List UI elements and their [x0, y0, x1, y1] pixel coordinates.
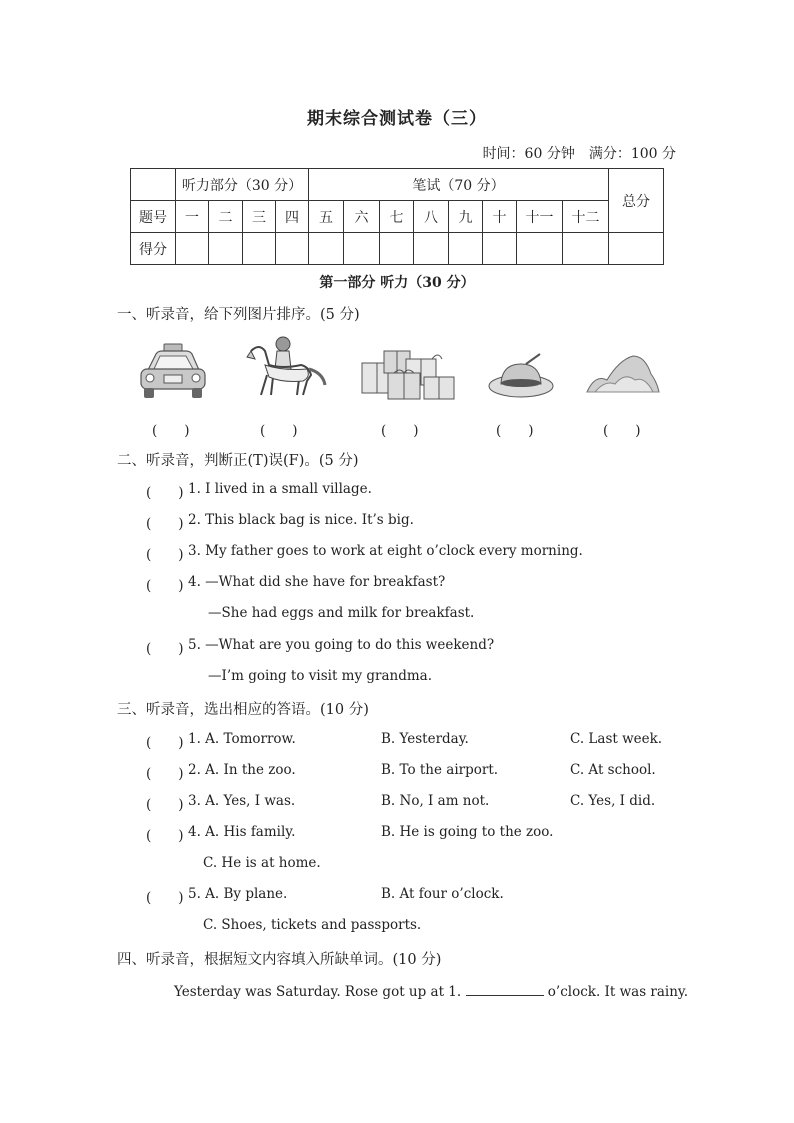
total-score-cell: [609, 233, 664, 265]
score-cell: [414, 233, 449, 265]
s2-q4-bracket[interactable]: ( ): [146, 578, 184, 594]
s3-q5-option-c: C. Shoes, tickets and passports.: [203, 917, 422, 933]
mountain-picture: [585, 352, 661, 398]
section2-heading: 二、听录音，判断正(T)误(F)。(5 分): [117, 453, 359, 469]
score-cell: [209, 233, 243, 265]
score-cell: [243, 233, 276, 265]
s3-q5-bracket[interactable]: ( ): [146, 890, 184, 906]
s2-q2-bracket[interactable]: ( ): [146, 516, 184, 532]
question-number-cell: 七: [380, 201, 414, 233]
s3-q4-option-c: C. He is at home.: [203, 855, 321, 871]
question-number-cell: 二: [209, 201, 243, 233]
question-number-cell: 十二: [563, 201, 609, 233]
picture4-answer-bracket[interactable]: ( ): [496, 423, 534, 439]
score-cell: [517, 233, 563, 265]
s2-q5-bracket[interactable]: ( ): [146, 641, 184, 657]
s2-q2-text: 2. This black bag is nice. It’s big.: [188, 512, 414, 528]
question-number-cell: 九: [449, 201, 483, 233]
s3-q3-option-c: C. Yes, I did.: [570, 793, 656, 809]
taxi-picture: [138, 342, 208, 402]
s2-q5-text: 5. —What are you going to do this weekend?: [188, 637, 495, 653]
s2-q4-answer-text: —She had eggs and milk for breakfast.: [208, 605, 475, 621]
score-table-corner: [131, 169, 176, 201]
s3-q2-bracket[interactable]: ( ): [146, 766, 184, 782]
s3-q4-option-b: B. He is going to the zoo.: [381, 824, 554, 840]
score-cell: [449, 233, 483, 265]
s3-q1-option-b: B. Yesterday.: [381, 731, 469, 747]
score-cell: [276, 233, 309, 265]
score-cell: [380, 233, 414, 265]
picture3-answer-bracket[interactable]: ( ): [381, 423, 419, 439]
s3-q3-bracket[interactable]: ( ): [146, 797, 184, 813]
question-number-cell: 十一: [517, 201, 563, 233]
listening-part-header: 听力部分（30 分）: [176, 169, 309, 201]
question-number-label: 题号: [131, 201, 176, 233]
s2-q5-answer-text: —I’m going to visit my grandma.: [208, 668, 433, 684]
section4-heading: 四、听录音，根据短文内容填入所缺单词。(10 分): [117, 952, 442, 968]
time-and-score-info: 时间：60 分钟 满分：100 分: [482, 146, 676, 162]
s3-q3-option-b: B. No, I am not.: [381, 793, 490, 809]
question-number-cell: 五: [309, 201, 344, 233]
picture5-answer-bracket[interactable]: ( ): [603, 423, 641, 439]
picture1-answer-bracket[interactable]: ( ): [152, 423, 190, 439]
s2-q4-text: 4. —What did she have for breakfast?: [188, 574, 446, 590]
s3-q2-option-b: B. To the airport.: [381, 762, 499, 778]
s3-q1-option-c: C. Last week.: [570, 731, 663, 747]
score-cell: [563, 233, 609, 265]
s4-text-after: o’clock. It was rainy.: [547, 984, 689, 1000]
girl-on-horse-picture: [243, 335, 327, 399]
s2-q1-bracket[interactable]: ( ): [146, 485, 184, 501]
page-title: 期末综合测试卷（三）: [307, 109, 487, 129]
s4-blank-1[interactable]: [466, 981, 544, 996]
question-number-cell: 十: [483, 201, 517, 233]
question-number-cell: 一: [176, 201, 209, 233]
section3-heading: 三、听录音，选出相应的答语。(10 分): [117, 702, 369, 718]
s3-q5-option-a: 5. A. By plane.: [188, 886, 288, 902]
question-number-cell: 四: [276, 201, 309, 233]
s3-q2-option-c: C. At school.: [570, 762, 656, 778]
s2-q3-bracket[interactable]: ( ): [146, 547, 184, 563]
score-row-label: 得分: [131, 233, 176, 265]
s3-q3-option-a: 3. A. Yes, I was.: [188, 793, 296, 809]
question-number-cell: 三: [243, 201, 276, 233]
hat-picture: [486, 352, 556, 400]
score-cell: [483, 233, 517, 265]
s4-text-before: Yesterday was Saturday. Rose got up at 1.: [174, 984, 462, 1000]
s3-q1-option-a: 1. A. Tomorrow.: [188, 731, 296, 747]
question-number-cell: 八: [414, 201, 449, 233]
written-part-header: 笔试（70 分）: [309, 169, 609, 201]
question-number-cell: 六: [344, 201, 380, 233]
score-cell: [309, 233, 344, 265]
score-table: [130, 168, 664, 265]
s3-q4-option-a: 4. A. His family.: [188, 824, 296, 840]
s3-q5-option-b: B. At four o’clock.: [381, 886, 504, 902]
gift-boxes-picture: [358, 345, 458, 401]
score-cell: [176, 233, 209, 265]
s4-passage-line: [174, 981, 688, 1000]
picture2-answer-bracket[interactable]: ( ): [260, 423, 298, 439]
score-cell: [344, 233, 380, 265]
part1-title: 第一部分 听力（30 分）: [319, 275, 475, 291]
total-score-header: 总分: [609, 169, 664, 233]
s3-q1-bracket[interactable]: ( ): [146, 735, 184, 751]
s3-q4-bracket[interactable]: ( ): [146, 828, 184, 844]
section1-heading: 一、听录音，给下列图片排序。(5 分): [117, 307, 360, 323]
s3-q2-option-a: 2. A. In the zoo.: [188, 762, 296, 778]
s2-q1-text: 1. I lived in a small village.: [188, 481, 372, 497]
s2-q3-text: 3. My father goes to work at eight o’clock every morning.: [188, 543, 583, 559]
